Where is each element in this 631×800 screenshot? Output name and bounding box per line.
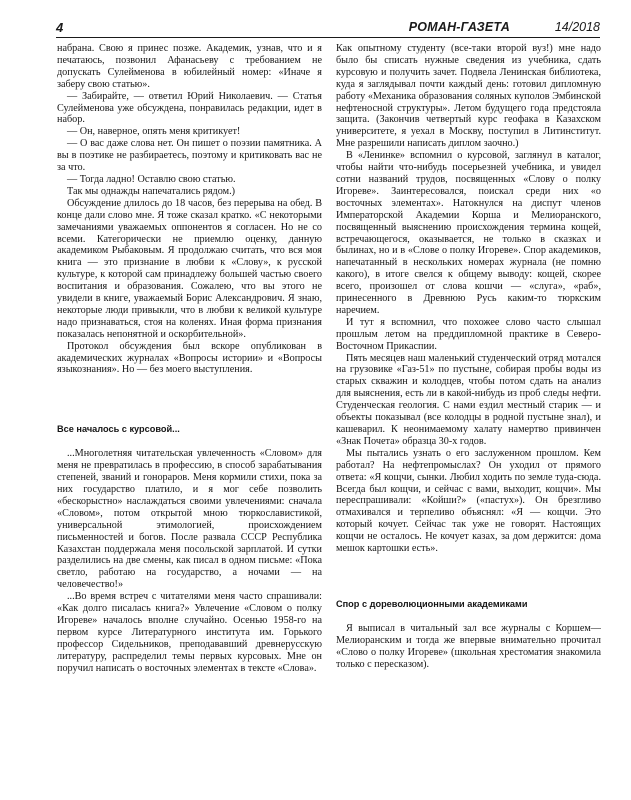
section-spacer — [57, 376, 322, 424]
paragraph: Как опытному студенту (все-таки второй вуз!) мне надо было бы списать нужные сведения из учебника, сдать курсовую и получить зачет. Подвела Ленинская библиотека, куда я заглядывал почти каждый день: готовил дипломную работу «Механика образования соляных куполов Эмбинской нефтеносной структуры». Летом будущего года предстояла защита. (Закончив четвертый курс геофака в Казахском университете, я уехал в Москву, поступил в Литинститут. Мне разрешили написать диплом заочно.) — [336, 43, 601, 150]
right-column — [336, 43, 601, 791]
paragraph: В «Ленинке» вспомнил о курсовой, заглянул в каталог, чтобы найти что-нибудь посерьезней учебника, и увидел сотни названий трудов, посвященных «Слову о полку Игореве». Заинтересовался, поискал среди них «о восточных элементах». Натокнулся на диспут членов Императорской Академии Корша и Мелиоранского, посвященный выяснению происхождения термина кощей, встречающегося, оказывается, не только в сказках и былинах, но и в «Слове о полку Игореве». Спор академиков, напечатанный в нескольких номерах журнала (не помню какого), в итоге свелся к общему выводу: кощей, скорее всего, произошел от слова кошчи — «слуга», «раб», принесенного в Древнюю Русь каким-то тюркским наречием. — [336, 150, 601, 316]
section-spacer — [336, 555, 601, 599]
left-column — [57, 43, 322, 791]
paragraph: — О вас даже слова нет. Он пишет о поэзии памятника. А вы в поэтике не разбираетесь, поэтому и критиковать вас не за что. — [57, 138, 322, 174]
paragraph: Обсуждение длилось до 18 часов, без перерыва на обед. В конце дали слово мне. Я тоже сказал кратко. «С некоторыми замечаниями уважаемых оппонентов я согласен. Но не со всеми. Категорически не приемлю оценку, данную академиком Рыбаковым. Я продолжаю считать, что вся моя книга — это признание в любви к «Слову», к русской культуре, к которой сам принадлежу большей частью своего воспитания и образования. Сожалею, что вы этого не увидели в книге, уважаемый Борис Александрович. Я знаю, некоторые люди привыкли, что в любви к великой культуре надо признаваться, стоя на коленях. Иная форма признания показалась непонятной и оскорбительной». — [57, 197, 322, 340]
paragraph: — Забирайте, — ответил Юрий Николаевич. — Статья Сулейменова уже обсуждена, понравилась редакции, идет в набор. — [57, 90, 322, 126]
paragraph: — Он, наверное, опять меня критикует! — [67, 126, 241, 138]
issue-number: 14/2018 — [554, 20, 600, 34]
heading-spacer — [336, 611, 601, 623]
magazine-title: РОМАН-ГАЗЕТА — [408, 20, 510, 34]
paragraph: Я выписал в читальный зал все журналы с Коршем—Мелиоранским и тогда же впервые внимательно прочитал «Слово о полку Игореве» (школьная хрестоматия знакомила только с пересказом). — [336, 622, 601, 670]
section-heading: Спор с дореволюционными академиками — [336, 598, 528, 609]
paragraph: Пять месяцев наш маленький студенческий отряд мотался на грузовике «Газ-51» по пустыне, собирая пробы воды из старых скважин и колодцев, чтобы потом сдать на анализ для выяснения, есть ли в какой-нибудь из проб следы нефти. Студенческая геология. С нами ездил местный старик — и объекты показывал (все колодцы в родной пустыне знал), и кашеварил. К неонимаемому халату намертво привинчен «Знак Почета» образца 30-х годов. — [336, 352, 601, 447]
running-header — [56, 20, 600, 36]
paragraph: И тут я вспомнил, что похожее слово часто слышал прошлым летом на преддипломной практике в Северо-Восточном Прикаспии. — [336, 316, 601, 352]
paragraph: Мы пытались узнать о его заслуженном прошлом. Кем работал? На нефтепромыслах? Он уходил от прямого ответа: «Я кощчи, сынки. Любил ходить по земле туда-сюда. Всегда был кощчи, и сейчас с вами, выходит, кощчи». Мы переспрашивали: «Койши?» («пастух»). Он брезгливо отмахивался и терпеливо объяснял: «Я — кощчи. Это который кочует. Сейчас так уже не говорят. Настоящих кощчи не осталось. Не кочует казах, за дом держится: дома мешок картошки есть». — [336, 447, 601, 555]
paragraph: Так мы однажды напечатались рядом.) — [67, 185, 236, 197]
heading-spacer — [57, 436, 322, 448]
paragraph: набрана. Свою я принес позже. Академик, узнав, что и я печатаюсь, позвонил Афанасьеву с требованием не допускать Сулейменова в юбилейный номер: «Иначе я заберу свою статью». — [57, 43, 322, 90]
paragraph: — Тогда ладно! Оставлю свою статью. — [67, 173, 236, 185]
paragraph: ...Многолетняя читательская увлеченность «Словом» для меня не превратилась в профессию, в способ зарабатывания степеней, званий и гонораров. Меня кормили стихи, пока за них государство платило, и я мог себе позволить «бескорыстно» наслаждаться своими увлечениями: сначала «Словом», потом открытой мною тюркославистикой, универсальной этимологией, происхождением письменностей и богов. После развала СССР Республика Казахстан поддержала меня посольской зарплатой. И сутки разделились на две смены, как писал в одном письме: «Пока светло, работаю на государство, а ночами — на человечество!» — [57, 448, 322, 591]
section-heading: Все началось с курсовой... — [57, 424, 180, 435]
page-number: 4 — [56, 20, 64, 35]
header-rule — [56, 37, 600, 38]
paragraph: ...Во время встреч с читателями меня часто спрашивали: «Как долго писалась книга?» Увлечение «Словом о полку Игореве» началось вполне случайно. Осенью 1958-го на первом курсе Литературного института им. Горького профессор Сидельников, преподававший древнерусскую литературу, распределил темы первых курсовых. Мне он поручил написать о восточных элементах в тексте «Слова». — [57, 591, 322, 674]
paragraph: Протокол обсуждения был вскоре опубликован в академических журналах «Вопросы истории» и «Вопросы языкознания». Но — без моего выступления. — [57, 340, 322, 376]
